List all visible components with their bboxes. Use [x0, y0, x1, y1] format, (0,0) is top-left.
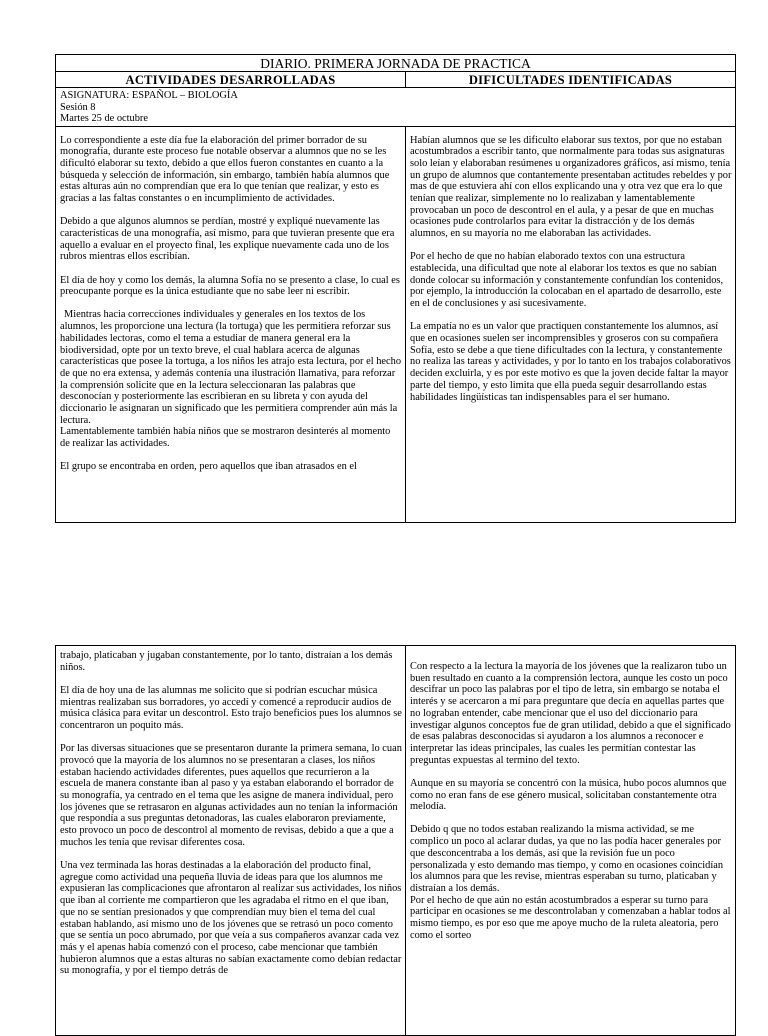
activities-cell: [56, 126, 406, 522]
content-row: [56, 646, 736, 1036]
date-line: Martes 25 de octubre: [60, 113, 149, 124]
activity-paragraph: El día de hoy una de las alumnas me solicito que si podrían escuchar música mientras realizaban sus borradores, yo accedí y comencé a reproducir audios de música clásica para evitar un descontrol. Esto trajo beneficios pues los alumnos se concentraron un poquito más.: [60, 684, 402, 732]
header-row: [56, 72, 736, 88]
document-title: DIARIO. PRIMERA JORNADA DE PRACTICA: [56, 55, 736, 72]
difficulty-paragraph: Aunque en su mayoría se concentró con la música, hubo pocos alumnos que como no eran fans de ese género musical, solicitaban constantemente otra melodía.: [410, 777, 727, 813]
diary-table-page-2: [55, 645, 736, 1036]
difficulty-paragraph: La empatía no es un valor que practiquen constantemente los alumnos, así que en ocasiones suelen ser incomprensibles y groseros con su compañera Sofía, esto se debe a que tiene dificultades con la lectura, y constantemente no realiza las tareas y actividades, y por lo tanto en los trabajos colaborativos deciden excluirla, y es por este motivo es que la joven decide faltar la mayor parte del tiempo, y esto limita que ella pueda seguir desarrollando estas habilidades lingüísticas tan indispensables para el ser humano.: [410, 321, 731, 403]
content-row: [56, 126, 736, 522]
activity-paragraph: Lamentablemente también había niños que se mostraron desinterés al momento de realizar las actividades.: [60, 426, 391, 450]
difficulty-paragraph: Con respecto a la lectura la mayoría de los jóvenes que la realizaron tubo un buen resultado en cuanto a la comprensión lectora, aunque les costo un poco descifrar un poco las palabras por el tipo de letra, sin embargo se notaba el interés y se acercaron a mí para preguntare que decía en aquellas partes que no lograban entender, cabe mencionar que el uso del diccionario para investigar algunos conceptos fue de gran utilidad, debido a que el significado de esas palabras desconocidas si ayudaron a los alumnos a reconocer e interpretar las ideas principales, las cuales les permitían contestar las preguntas expuestas al termino del texto.: [410, 661, 731, 766]
activity-paragraph: Debido a que algunos alumnos se perdían, mostré y expliqué nuevamente las características de una monografía, así mismo, para que tuvieran presente que era aquello a evaluar en el proyecto final, les explique nuevamente cada uno de los rubros mientras ellos escribían.: [60, 216, 395, 263]
activity-paragraph: trabajo, platicaban y jugaban constantemente, por lo tanto, distraían a los demás niños.: [60, 650, 393, 673]
activities-cell: [56, 646, 406, 1036]
difficulties-cell: [406, 126, 736, 522]
difficulties-header: DIFICULTADES IDENTIFICADAS: [406, 72, 736, 88]
activity-paragraph: Una vez terminada las horas destinadas a la elaboración del producto final, agregue como actividad una pequeña lluvia de ideas para que los alumnos me expusieran las complicaciones que afrontaron al realizar sus actividades, los niños que iban al corriente me compartieron que les agradaba el ritmo en el que iban, que no se sentían presionados y que comprendían muy bien el tema del cual estaban hablando, así mismo uno de los jóvenes que se retrasó un poco comento que se sentía un poco abrumado, por que veía a sus compañeros avanzar cada vez más y el apenas había comenzó con el proceso, cabe mencionar que también hubieron alumnos que a estas alturas no sabían exactamente como debían redactar su monografía, y por el tiempo detrás de: [60, 860, 402, 977]
activity-paragraph: El día de hoy y como los demás, la alumna Sofía no se presento a clase, lo cual es preocupante porque es la única estudiante que no sabe leer ni escribir.: [60, 274, 400, 298]
title-row: [56, 55, 736, 72]
activity-paragraph: Por las diversas situaciones que se presentaron durante la primera semana, lo cuan provocó que la mayoría de los alumnos no se presentaran a clases, los niños estaban haciendo actividades diferentes, pues aquellos que recurrieron a la escuela de manera constante iban al paso y ya estaban elaborando el borrador de su monografía, ya centrado en el tema que les asigne de manera individual, pero los jóvenes que se retrasaron en algunas actividades aun no tenían la información que respondía a sus preguntas detonadoras, las cuales elaboraron previamente, esto provoco un poco de descontrol al momento de revisas, debido a que a que a muchos les tenía que revisar diferentes cosa.: [60, 743, 402, 848]
session-line: Sesión 8: [60, 101, 96, 113]
session-info: [56, 88, 736, 127]
difficulties-cell: [406, 646, 736, 1036]
subject-line: ASIGNATURA: ESPAÑOL – BIOLOGÍA: [60, 90, 238, 101]
diary-table-page-1: [55, 54, 736, 523]
activity-paragraph: El grupo se encontraba en orden, pero aquellos que iban atrasados en el: [60, 461, 357, 473]
difficulty-paragraph: Por el hecho de que no habían elaborado textos con una estructura establecida, una dificultad que note al elaborar los textos es que no sabían donde colocar su información y constantemente confundían los contenidos, por ejemplo, la introducción la colocaban en el apartado de desarrollo, este en el de conclusiones y así sucesivamente.: [410, 251, 724, 310]
activity-paragraph: Lo correspondiente a este día fue la elaboración del primer borrador de su monografía, durante este proceso fue notable observar a alumnos que no se les dificultó elaborar su texto, debido a que ellos fueron constantes en cuanto a la búsqueda y selección de información, sin embargo, también había alumnos que estas alturas aún no comprendían que era lo que tenían que realizar, y esto es gracias a las faltas constantes o en incumplimiento de actividades.: [60, 134, 390, 205]
session-info-row: [56, 88, 736, 127]
difficulty-paragraph: Por el hecho de que aún no están acostumbrados a esperar su turno para participar en ocasiones se me descontrolaban y comenzaban a hablar todos al mismo tiempo, es por eso que me apoye mucho de la ruleta aleatoria, pero como el sorteo: [410, 894, 731, 941]
activities-header: ACTIVIDADES DESARROLLADAS: [56, 72, 406, 88]
activity-paragraph: Mientras hacia correcciones individuales y generales en los textos de los alumnos, les proporcione una lectura (la tortuga) que les permitiera reforzar sus habilidades lectoras, como el tema a estudiar de manera general era la biodiversidad, opte por un texto breve, el cual hablara acerca de algunas características que posee la tortuga, a los niños les atrajo esta lectura, por el hecho de que no era extensa, y además contenía una ilustración llamativa, para reforzar la comprensión solicite que en la lectura seleccionaran las palabras que desconocían y posteriormente las escribieran en su libreta y con ayuda del diccionario le asignaran un significado que les permitiera comprender aún más la lectura.: [60, 309, 402, 426]
difficulty-paragraph: Habían alumnos que se les dificulto elaborar sus textos, por que no estaban acostumbrados a escribir tanto, que normalmente para todas sus asignaturas solo leían y elaboraban resúmenes u organizadores gráficos, así mismo, tenía un grupo de alumnos que contantemente presentaban actitudes rebeldes y por mas de que estuviera ahí con ellos explicando una y otra vez que era lo que tenían que realizar, simplemente no lo realizaban y lamentablemente provocaban un poco de descontrol en el aula, y a pesar de que en muchas ocasiones pude controlarlos para evitar la distracción y de los demás alumnos, en su mayoría no me elaboraban las actividades.: [410, 134, 732, 240]
difficulty-paragraph: Debido q que no todos estaban realizando la misma actividad, se me complico un poco al aclarar dudas, ya que no las podía hacer generales por que desconcentraba a los demás, así que la revisión fue un poco personalizada y esto demando mas tiempo, y como en ocasiones coincidían los alumnos para que les revise, mientras esperaban su turno, platicaban y distraían a los demás.: [410, 824, 724, 894]
